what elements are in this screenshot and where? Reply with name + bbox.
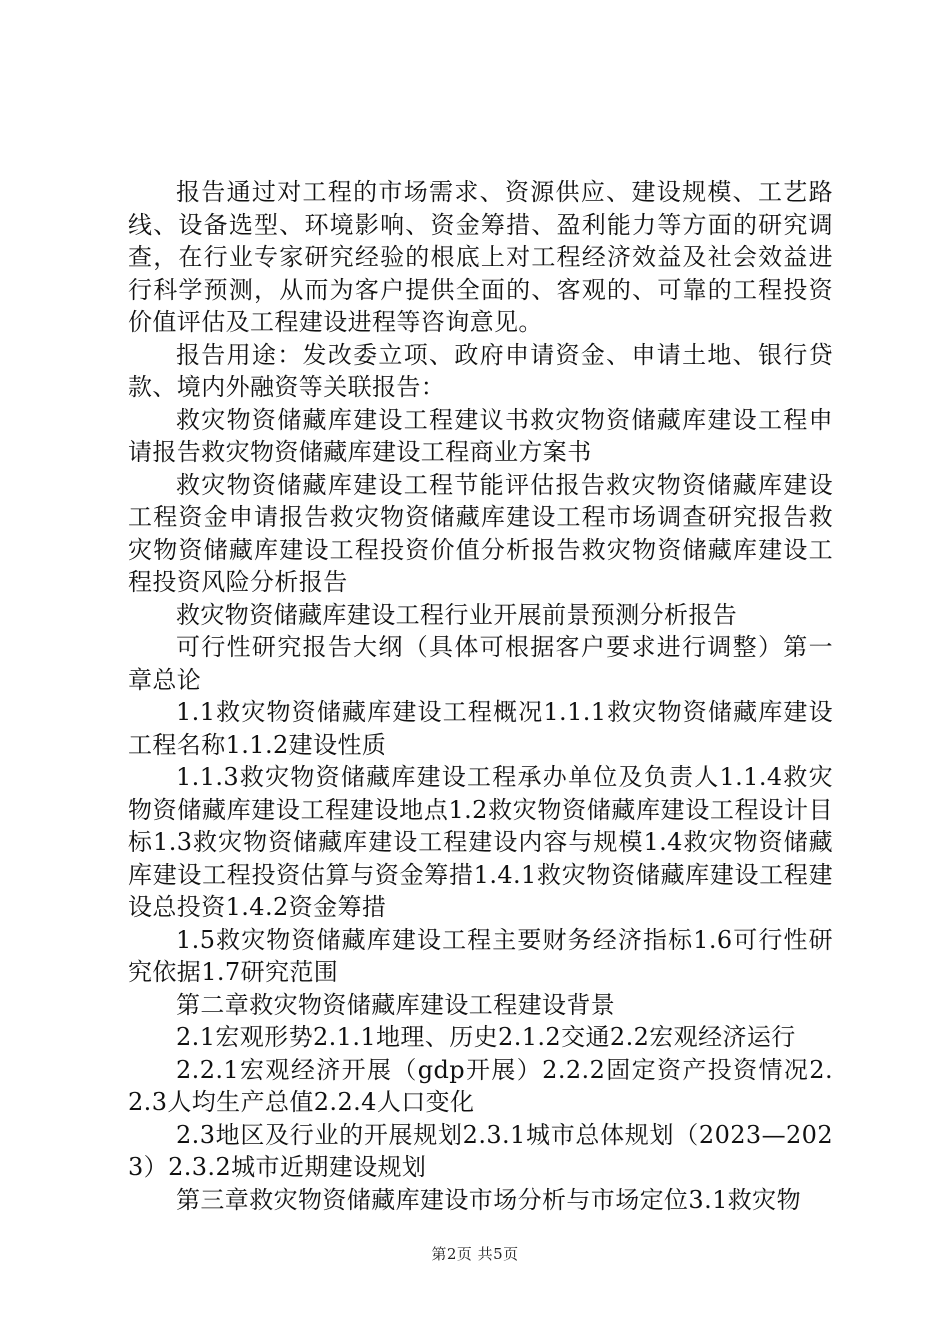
paragraph-chapter-2-title: 第二章救灾物资储藏库建设工程建设背景 [176,990,616,1019]
document-body [128,176,833,1216]
paragraph-chapter-3: 第三章救灾物资储藏库建设市场分析与市场定位3.1救灾物 [176,1185,801,1214]
paragraph-section-1-5: 1.5救灾物资储藏库建设工程主要财务经济指标1.6可行性研究依据1.7研究范围 [128,925,833,986]
paragraph-related-reports-3: 救灾物资储藏库建设工程行业开展前景预测分析报告 [176,600,738,629]
paragraph-purpose: 报告用途：发改委立项、政府申请资金、申请土地、银行贷款、境内外融资等关联报告： [128,340,833,401]
paragraph-section-2-2-1: 2.2.1宏观经济开展（gdp开展）2.2.2固定资产投资情况2.2.3人均生产总值2.2.4人口变化 [128,1055,833,1116]
paragraph-related-reports-2: 救灾物资储藏库建设工程节能评估报告救灾物资储藏库建设工程资金申请报告救灾物资储藏库建设工程市场调查研究报告救灾物资储藏库建设工程投资价值分析报告救灾物资储藏库建设工程投资风险分析报告 [128,470,833,596]
paragraph-section-2-1: 2.1宏观形势2.1.1地理、历史2.1.2交通2.2宏观经济运行 [176,1023,796,1051]
paragraph-section-1-1: 1.1救灾物资储藏库建设工程概况1.1.1救灾物资储藏库建设工程名称1.1.2建设性质 [128,698,833,759]
paragraph-section-1-1-3: 1.1.3救灾物资储藏库建设工程承办单位及负责人1.1.4救灾物资储藏库建设工程建设地点1.2救灾物资储藏库建设工程设计目标1.3救灾物资储藏库建设工程建设内容与规模1.4救灾物资储藏库建设工程投资估算与资金筹措1.4.1救灾物资储藏库建设工程建设总投资1.4.2资金筹措 [128,763,833,921]
page-number: 第2页 [431,1245,473,1263]
paragraph-outline-intro: 可行性研究报告大纲（具体可根据客户要求进行调整）第一章总论 [128,633,833,694]
page-total: 共5页 [477,1245,519,1263]
paragraph-intro: 报告通过对工程的市场需求、资源供应、建设规模、工艺路线、设备选型、环境影响、资金筹措、盈利能力等方面的研究调查，在行业专家研究经验的根底上对工程经济效益及社会效益进行科学预测，从而为客户提供全面的、客观的、可靠的工程投资价值评估及工程建设进程等咨询意见。 [128,178,833,336]
paragraph-section-2-3: 2.3地区及行业的开展规划2.3.1城市总体规划（2023—2023）2.3.2城市近期建设规划 [128,1120,833,1181]
paragraph-related-reports-1: 救灾物资储藏库建设工程建议书救灾物资储藏库建设工程申请报告救灾物资储藏库建设工程商业方案书 [128,405,833,466]
page-footer [0,1243,950,1264]
